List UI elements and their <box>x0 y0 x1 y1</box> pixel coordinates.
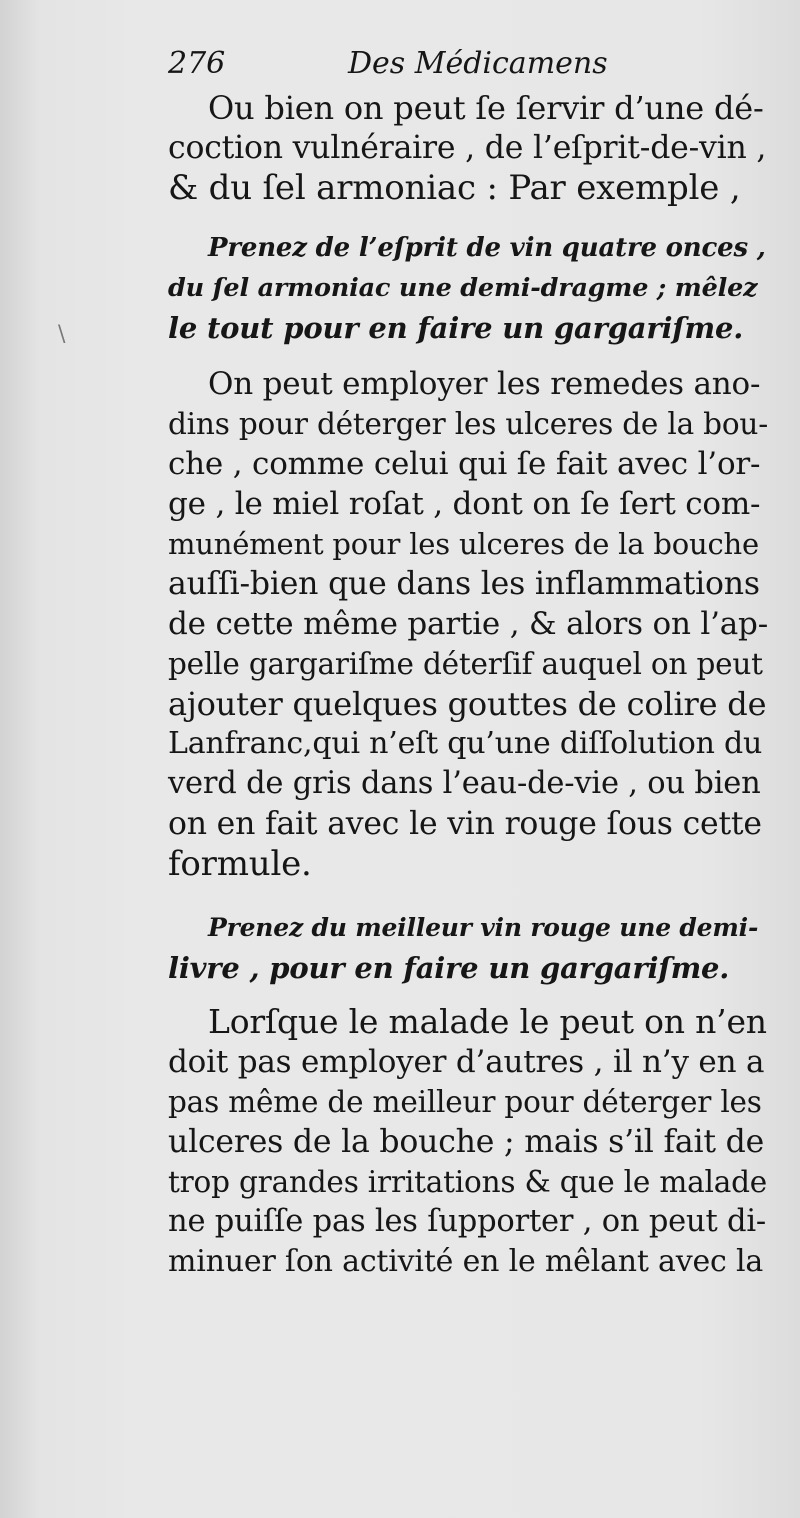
recipe-paragraph-2 <box>168 908 768 988</box>
text-line: de cette même partie , & alors on l’ap- <box>168 606 768 642</box>
text-line: munément pour les ulceres de la bouche <box>168 527 759 561</box>
text-line: ulceres de la bouche ; mais s’il fait de <box>168 1124 765 1160</box>
page-header <box>168 42 768 86</box>
text-line: On peut employer les remedes ano- <box>208 366 761 402</box>
paragraph-3 <box>168 364 768 884</box>
text-line: on en fait avec le vin rouge ſous cette <box>168 806 762 842</box>
text-line: & du ſel armoniac : Par exemple , <box>168 168 741 208</box>
text-line: che , comme celui qui ſe fait avec l’or- <box>168 446 761 482</box>
text-line: Prenez du meilleur vin rouge une demi- <box>208 913 759 942</box>
text-line: dins pour déterger les ulceres de la bou- <box>168 407 768 441</box>
page-number: 276 <box>168 46 226 81</box>
margin-mark: \ <box>58 322 66 347</box>
text-line: pas même de meilleur pour déterger les <box>168 1085 762 1119</box>
text-line: ge , le miel roſat , dont on ſe ſert com- <box>168 486 761 522</box>
text-line: le tout pour en faire un gargariſme. <box>168 311 744 345</box>
text-line: Prenez de l’eſprit de vin quatre onces , <box>208 233 766 263</box>
text-line: Lanfranc,qui n’eſt qu’une diſſolution du <box>168 726 763 761</box>
text-line: doit pas employer d’autres , il n’y en a <box>168 1044 765 1080</box>
text-line: Lorſque le malade le peut on n’en <box>208 1002 767 1041</box>
text-line: du ſel armoniac une demi-dragme ; mêlez <box>168 273 758 303</box>
text-line: formule. <box>168 844 312 884</box>
text-line: coction vulnéraire , de l’eſprit-de-vin , <box>168 130 767 166</box>
text-line: pelle gargariſme déterſif auquel on peut <box>168 647 763 681</box>
text-line: auſſi-bien que dans les inflammations <box>168 566 760 602</box>
text-line: ajouter quelques gouttes de colire de <box>168 685 767 723</box>
recipe-paragraph-1 <box>168 228 768 348</box>
text-line: livre , pour en faire un gargariſme. <box>168 951 730 985</box>
text-line: minuer ſon activité en le mêlant avec la <box>168 1244 764 1279</box>
paragraph-5 <box>168 1002 768 1282</box>
text-line: verd de gris dans l’eau-de-vie , ou bien <box>168 766 761 801</box>
running-title: Des Médicamens <box>348 46 608 81</box>
text-line: ne puiſſe pas les ſupporter , on peut di- <box>168 1204 766 1239</box>
text-line: Ou bien on peut ſe ſervir d’une dé- <box>208 89 764 127</box>
paragraph-1 <box>168 88 768 208</box>
text-line: trop grandes irritations & que le malade <box>168 1165 768 1199</box>
